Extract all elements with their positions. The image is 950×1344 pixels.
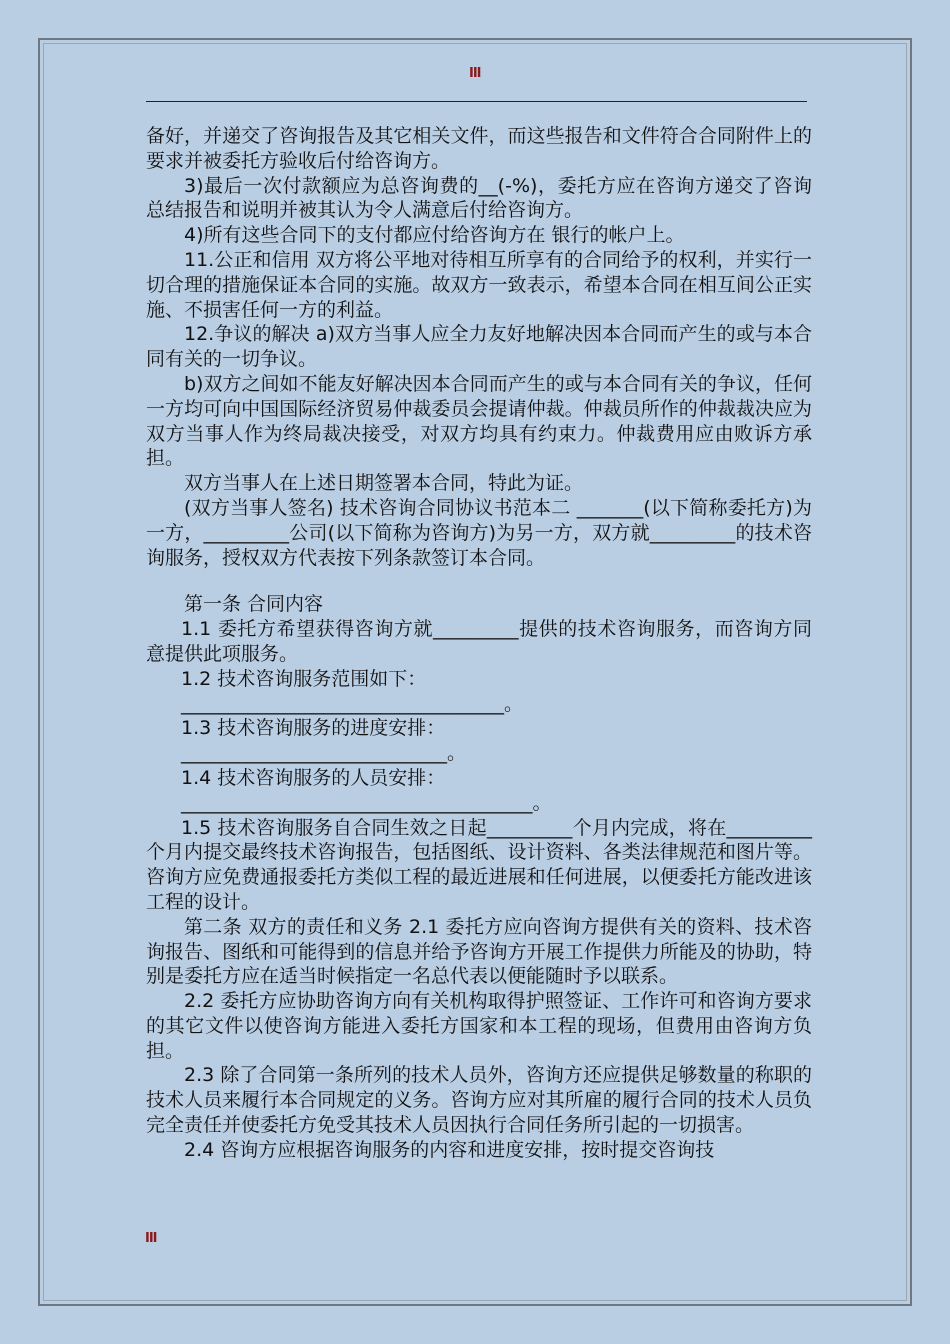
document-body [146,124,812,1163]
footer-mark: III [145,1231,157,1246]
paragraph: 1.2 技术咨询服务范围如下： [181,667,427,690]
paragraph: (双方当事人签名) 技术咨询合同协议书范本二 _______(以下简称委托方)为一方，_________公司(以下简称为咨询方)为另一方，双方就_________的技术咨询服务，授权双方代表按下列条款签订本合同。 [146,496,812,569]
paragraph: 双方当事人在上述日期签署本合同，特此为证。 [184,472,584,495]
paragraph: 2.4 咨询方应根据咨询服务的内容和进度安排，按时提交咨询技 [184,1138,715,1161]
paragraph: 11.公正和信用 双方将公平地对待相互所享有的合同给予的权利，并实行一切合理的措施保证本合同的实施。故双方一致表示，希望本合同在相互间公正实施、不损害任何一方的利益。 [146,248,812,321]
paragraph: b)双方之间如不能友好解决因本合同而产生的或与本合同有关的争议，任何一方均可向中国国际经济贸易仲裁委员会提请仲裁。仲裁员所作的仲裁裁决应为双方当事人作为终局裁决接受，对双方均具有约束力。仲裁费用应由败诉方承担。 [146,372,812,470]
paragraph: 3)最后一次付款额应为总咨询费的__(-%)，委托方应在咨询方递交了咨询总结报告和说明并被其认为令人满意后付给咨询方。 [146,174,812,222]
paragraph: 1.3 技术咨询服务的进度安排： [181,717,446,740]
blank-fill-line: _____________________________________。 [181,791,552,814]
paragraph: 1.1 委托方希望获得咨询方就_________提供的技术咨询服务，而咨询方同意提供此项服务。 [146,618,812,665]
header-rule [146,101,807,102]
header-mark: III [469,66,481,81]
blank-fill-line: __________________________________。 [181,692,524,715]
paragraph: 12.争议的解决 a)双方当事人应全力友好地解决因本合同而产生的或与本合同有关的一切争议。 [146,323,812,371]
paragraph: 4)所有这些合同下的支付都应付给咨询方在 银行的帐户上。 [184,224,685,247]
paragraph: 1.5 技术咨询服务自合同生效之日起_________个月内完成，将在_________个月内提交最终技术咨询报告，包括图纸、设计资料、各类法律规范和图片等。咨询方应免费通报委托方类似工程的最近进展和任何进展，以便委托方能改进该工程的设计。 [146,816,812,913]
paragraph: 1.4 技术咨询服务的人员安排： [181,766,446,789]
blank-fill-line: ____________________________。 [181,742,467,765]
paragraph: 2.3 除了合同第一条所列的技术人员外，咨询方还应提供足够数量的称职的技术人员来履行本合同规定的义务。咨询方应对其所雇的履行合同的技术人员负完全责任并使委托方免受其技术人员因执行合同任务所引起的一切损害。 [146,1064,812,1137]
paragraph: 第二条 双方的责任和义务 2.1 委托方应向咨询方提供有关的资料、技术咨询报告、图纸和可能得到的信息并给予咨询方开展工作提供力所能及的协助，特别是委托方应在适当时候指定一名总代表以便能随时予以联系。 [146,915,812,988]
paragraph: 2.2 委托方应协助咨询方向有关机构取得护照签证、工作许可和咨询方要求的其它文件以使咨询方能进入委托方国家和本工程的现场，但费用由咨询方负担。 [146,990,812,1062]
blank-line [146,570,812,592]
paragraph: 备好，并递交了咨询报告及其它相关文件，而这些报告和文件符合合同附件上的要求并被委托方验收后付给咨询方。 [146,125,812,172]
section-heading: 第一条 合同内容 [184,593,324,616]
